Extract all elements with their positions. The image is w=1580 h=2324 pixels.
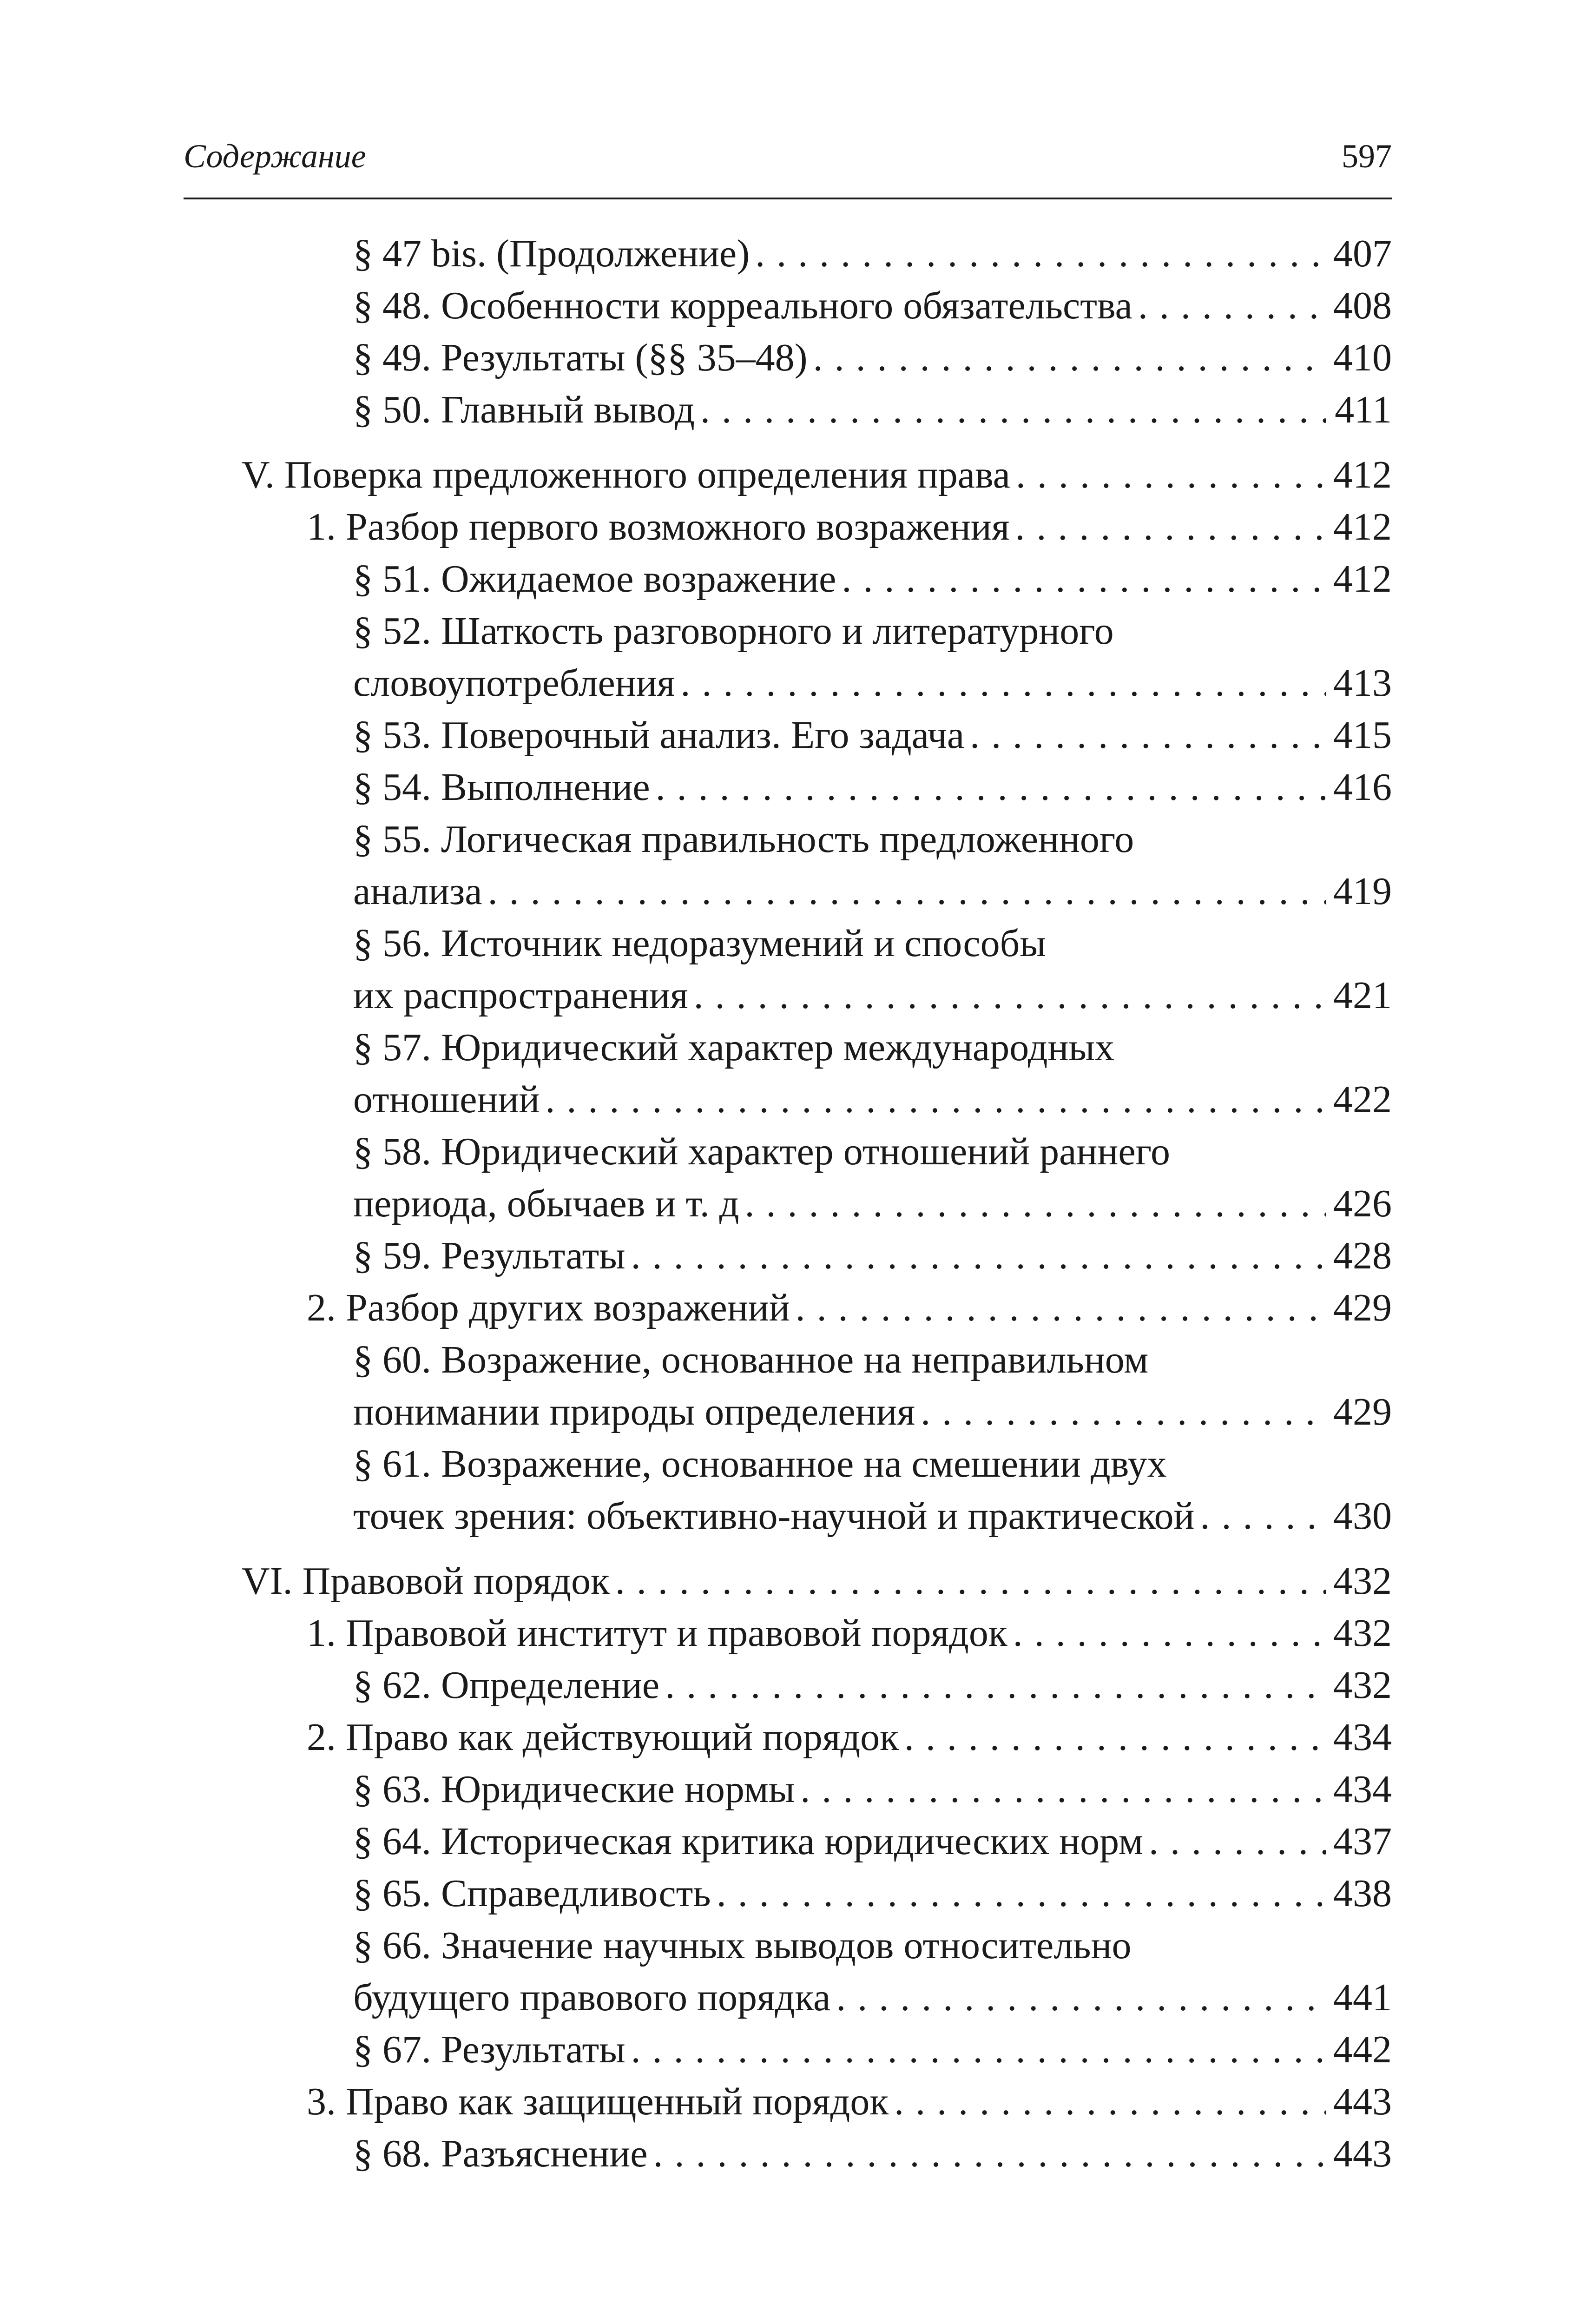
toc-page-number: 432: [1333, 1664, 1392, 1707]
toc-entry-title: 2. Право как действующий порядок: [307, 1716, 899, 1759]
toc-entry-title: анализа: [353, 870, 482, 913]
toc-entry: [184, 1868, 1392, 1920]
toc-entry: [184, 1230, 1392, 1282]
dot-leader: [842, 553, 1326, 605]
toc-entry: [184, 501, 1392, 553]
toc-entry: [184, 1711, 1392, 1763]
toc-page-number: 443: [1333, 2080, 1392, 2123]
toc-entry-line: [307, 1282, 1392, 1334]
toc-entry-line: [353, 813, 1392, 865]
dot-leader: [694, 970, 1326, 1022]
dot-leader: [1016, 449, 1326, 501]
toc-entry-line: [353, 2024, 1392, 2076]
dot-leader: [1200, 1490, 1326, 1542]
toc-entry: [184, 1607, 1392, 1659]
dot-leader: [796, 1282, 1326, 1334]
toc-entry-title: их распространения: [353, 974, 688, 1017]
dot-leader: [615, 1555, 1326, 1607]
toc-page-number: 437: [1333, 1820, 1392, 1863]
toc-entry: [184, 1920, 1392, 2024]
toc-entry-title: отношений: [353, 1078, 540, 1121]
toc-entry: [184, 1763, 1392, 1816]
dot-leader: [545, 1074, 1326, 1126]
toc-page-number: 442: [1333, 2028, 1392, 2071]
dot-leader: [970, 709, 1326, 761]
toc-entry-line: [353, 1230, 1392, 1282]
toc-page-number: 412: [1333, 505, 1392, 548]
toc-entry-title: § 55. Логическая правильность предложенного: [353, 818, 1134, 861]
dot-leader: [700, 384, 1326, 436]
toc-entry: [184, 1022, 1392, 1126]
toc-entry-line: [353, 1334, 1392, 1386]
toc-entry-line: [353, 553, 1392, 605]
toc-entry-title: будущего правового порядка: [353, 1976, 831, 2019]
dot-leader: [631, 1230, 1326, 1282]
dot-leader: [665, 1659, 1326, 1711]
toc-entry-line: [353, 1763, 1392, 1816]
toc-page-number: 441: [1333, 1976, 1392, 2019]
toc-entry-line: [307, 501, 1392, 553]
toc-page-number: 407: [1333, 232, 1392, 275]
toc-page-number: 413: [1333, 661, 1392, 705]
toc-entry-title: понимании природы определения: [353, 1390, 915, 1433]
toc-entry: [184, 2076, 1392, 2128]
toc-entry: [184, 813, 1392, 918]
toc-entry-title: V. Поверка предложенного определения права: [242, 453, 1010, 496]
toc-page-number: 421: [1333, 974, 1392, 1017]
toc-entry-title: § 67. Результаты: [353, 2028, 625, 2071]
toc-entry: [184, 332, 1392, 384]
toc-entry-title: § 50. Главный вывод: [353, 388, 695, 431]
toc-entry-title: § 54. Выполнение: [353, 766, 650, 809]
dot-leader: [813, 332, 1326, 384]
dot-leader: [904, 1711, 1326, 1763]
toc-entry: [184, 553, 1392, 605]
toc-entry-line: [353, 1074, 1392, 1126]
toc-entry: [184, 2024, 1392, 2076]
toc-entry-line: [353, 1868, 1392, 1920]
dot-leader: [755, 228, 1326, 280]
toc-page-number: 432: [1333, 1559, 1392, 1603]
dot-leader: [488, 865, 1326, 918]
toc-entry: [184, 1555, 1392, 1607]
toc-page-number: 430: [1333, 1494, 1392, 1538]
toc-entry-line: [353, 865, 1392, 918]
toc-entry: [184, 228, 1392, 280]
toc-entry-line: [353, 228, 1392, 280]
toc-entry-title: § 56. Источник недоразумений и способы: [353, 922, 1046, 965]
dot-leader: [836, 1972, 1326, 2024]
toc-page-number: 410: [1333, 336, 1392, 379]
toc-entry-title: 1. Разбор первого возможного возражения: [307, 505, 1010, 548]
dot-leader: [894, 2076, 1326, 2128]
toc-entry-line: [353, 605, 1392, 657]
toc-entry-title: VI. Правовой порядок: [242, 1559, 610, 1603]
toc-page-number: 429: [1333, 1286, 1392, 1329]
toc-entry-title: § 51. Ожидаемое возражение: [353, 557, 836, 601]
toc-page-number: 415: [1333, 713, 1392, 757]
running-head: [184, 132, 1392, 199]
toc-entry-line: [353, 384, 1392, 436]
toc-entry-title: § 63. Юридические нормы: [353, 1768, 795, 1811]
dot-leader: [680, 657, 1326, 709]
toc-page-number: 434: [1333, 1716, 1392, 1759]
toc-entry-title: § 65. Справедливость: [353, 1872, 711, 1915]
toc-page-number: 416: [1333, 766, 1392, 809]
toc-entry: [184, 605, 1392, 709]
toc-page-number: 434: [1333, 1768, 1392, 1811]
toc-entry: [184, 1816, 1392, 1868]
toc-page-number: 428: [1333, 1234, 1392, 1277]
toc-entry-title: § 49. Результаты (§§ 35–48): [353, 336, 808, 379]
toc-entry: [184, 1438, 1392, 1542]
toc-entry-title: 2. Разбор других возражений: [307, 1286, 790, 1329]
toc-entry-title: § 52. Шаткость разговорного и литературного: [353, 609, 1114, 653]
toc-entry: [184, 449, 1392, 501]
toc-entry: [184, 709, 1392, 761]
toc-entry-line: [242, 1555, 1392, 1607]
toc-page-number: 443: [1333, 2132, 1392, 2175]
toc-entry-title: 1. Правовой институт и правовой порядок: [307, 1611, 1007, 1655]
toc-page-number: 419: [1333, 870, 1392, 913]
toc-entry-line: [353, 970, 1392, 1022]
toc-entry-line: [353, 918, 1392, 970]
dot-leader: [921, 1386, 1326, 1438]
toc-entry-title: § 62. Определение: [353, 1664, 660, 1707]
toc-page-number: 438: [1333, 1872, 1392, 1915]
toc-entry: [184, 918, 1392, 1022]
toc-entry-line: [353, 1659, 1392, 1711]
toc-page-number: 408: [1333, 284, 1392, 327]
toc-entry-line: [307, 1607, 1392, 1659]
page-number: 597: [1342, 138, 1392, 175]
dot-leader: [656, 761, 1326, 813]
dot-leader: [745, 1178, 1326, 1230]
toc-entry-title: § 60. Возражение, основанное на неправильном: [353, 1338, 1149, 1381]
toc-entry-line: [353, 2128, 1392, 2180]
toc-page-number: 412: [1333, 453, 1392, 496]
dot-leader: [1013, 1607, 1326, 1659]
toc-page-number: 429: [1333, 1390, 1392, 1433]
dot-leader: [1015, 501, 1326, 553]
toc-entry-line: [353, 1920, 1392, 1972]
dot-leader: [1149, 1816, 1326, 1868]
toc-entry-line: [353, 761, 1392, 813]
toc-entry-title: 3. Право как защищенный порядок: [307, 2080, 889, 2123]
toc-page-number: 412: [1333, 557, 1392, 601]
dot-leader: [1138, 280, 1326, 332]
toc-entry-title: § 61. Возражение, основанное на смешении двух: [353, 1442, 1167, 1486]
toc-entry-title: § 66. Значение научных выводов относительно: [353, 1924, 1132, 1967]
toc-entry: [184, 1282, 1392, 1334]
toc-entry-title: точек зрения: объективно-научной и практической: [353, 1494, 1195, 1538]
toc-entry-title: § 53. Поверочный анализ. Его задача: [353, 713, 965, 757]
toc-entry-line: [353, 1972, 1392, 2024]
toc-entry-line: [353, 1490, 1392, 1542]
toc-entry-line: [353, 1438, 1392, 1490]
toc-entry-title: периода, обычаев и т. д: [353, 1182, 739, 1225]
toc-entry-line: [307, 1711, 1392, 1763]
toc-entry-line: [353, 1816, 1392, 1868]
toc-entry: [184, 1334, 1392, 1438]
toc-entry-line: [353, 332, 1392, 384]
toc-entry-title: § 58. Юридический характер отношений раннего: [353, 1130, 1170, 1173]
toc-entry-title: § 64. Историческая критика юридических норм: [353, 1820, 1144, 1863]
toc-entry-line: [353, 657, 1392, 709]
toc-entry: [184, 384, 1392, 436]
dot-leader: [631, 2024, 1326, 2076]
toc-entry: [184, 1659, 1392, 1711]
toc-page-number: 422: [1333, 1078, 1392, 1121]
toc-entry: [184, 2128, 1392, 2180]
toc-entry-title: словоупотребления: [353, 661, 675, 705]
toc-entry-title: § 47 bis. (Продолжение): [353, 232, 750, 275]
toc-entry-line: [307, 2076, 1392, 2128]
toc-page-number: 432: [1333, 1611, 1392, 1655]
running-head-title: Содержание: [184, 138, 366, 175]
toc-entry-line: [353, 1022, 1392, 1074]
toc-entry-line: [353, 709, 1392, 761]
toc-entry-line: [353, 1178, 1392, 1230]
toc-entry-title: § 48. Особенности корреального обязательства: [353, 284, 1132, 327]
toc-entry: [184, 761, 1392, 813]
toc-page-number: 411: [1335, 388, 1392, 431]
dot-leader: [800, 1763, 1326, 1816]
toc-entry-title: § 68. Разъяснение: [353, 2132, 648, 2175]
dot-leader: [653, 2128, 1326, 2180]
toc-entry: [184, 1126, 1392, 1230]
toc-entry-line: [353, 1386, 1392, 1438]
toc-entry-line: [353, 280, 1392, 332]
toc-page-number: 426: [1333, 1182, 1392, 1225]
toc-entry-line: [242, 449, 1392, 501]
toc-entry-title: § 59. Результаты: [353, 1234, 625, 1277]
dot-leader: [717, 1868, 1326, 1920]
toc-entry: [184, 280, 1392, 332]
toc-entry-title: § 57. Юридический характер международных: [353, 1026, 1114, 1069]
toc-entry-line: [353, 1126, 1392, 1178]
